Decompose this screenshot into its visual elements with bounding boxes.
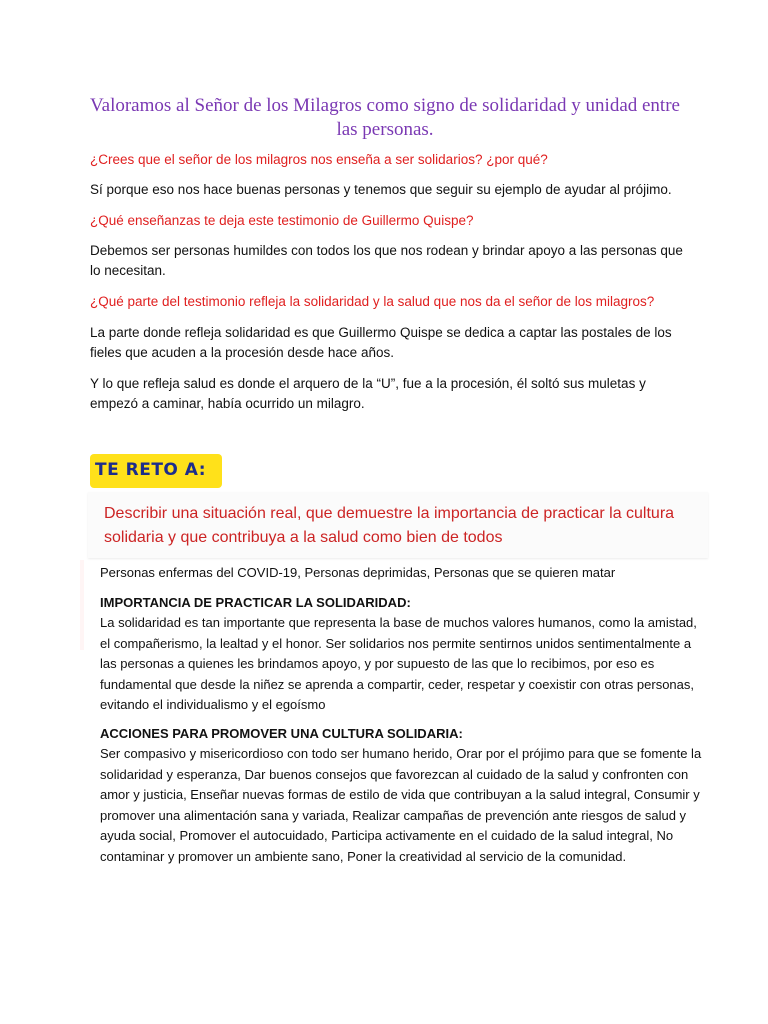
answer-2: Debemos ser personas humildes con todos los que nos rodean y brindar apoyo a las personas que lo necesitan. bbox=[90, 243, 683, 278]
importance-heading: IMPORTANCIA DE PRACTICAR LA SOLIDARIDAD: bbox=[100, 595, 411, 610]
question-2: ¿Qué enseñanzas te deja este testimonio de Guillermo Quispe? bbox=[90, 213, 474, 228]
challenge-text: Describir una situación real, que demuestre la importancia de practicar la cultura solidaria y que contribuya a la salud como bien de todos bbox=[104, 505, 675, 546]
page-title: Valoramos al Señor de los Milagros como signo de solidaridad y unidad entre las personas. bbox=[90, 95, 680, 140]
question-1: ¿Crees que el señor de los milagros nos enseña a ser solidarios? ¿por qué? bbox=[90, 152, 548, 167]
importance-body: La solidaridad es tan importante que representa la base de muchos valores humanos, como la amistad, el compañerismo, la lealtad y el honor. Ser solidarios nos permite sentirnos unidos sentimentalmente a las personas a quienes les brindamos apoyo, y por supuesto de las que lo recibimos, por eso es fundamental que desde la niñez se aprenda a compartir, ceder, respetar y coexistir con otras personas, evitando el individualismo y el egoísmo bbox=[100, 615, 697, 712]
answer-3-solidarity: La parte donde refleja solidaridad es que Guillermo Quispe se dedica a captar las postales de los fieles que acuden a la procesión desde hace años. bbox=[90, 325, 672, 360]
actions-heading: ACCIONES PARA PROMOVER UNA CULTURA SOLIDARIA: bbox=[100, 726, 463, 741]
answer-3-health: Y lo que refleja salud es donde el arquero de la “U”, fue a la procesión, él soltó sus muletas y empezó a caminar, había ocurrido un milagro. bbox=[90, 376, 646, 411]
margin-accent bbox=[80, 560, 84, 650]
challenge-label: TE RETO A: bbox=[95, 460, 207, 480]
question-3: ¿Qué parte del testimonio refleja la solidaridad y la salud que nos da el señor de los milagros? bbox=[90, 294, 655, 309]
actions-body: Ser compasivo y misericordioso con todo ser humano herido, Orar por el prójimo para que se fomente la solidaridad y esperanza, Dar buenos consejos que favorezcan al cuidado de la salud y confronten con amor y justicia, Enseñar nuevas formas de estilo de vida que contribuyan a la salud integral, Consumir y promover una alimentación sana y variada, Realizar campañas de prevención ante riesgos de salud y ayuda social, Promover el autocuidado, Participa activamente en el cuidado de la salud integral, No contaminar y promover un ambiente sano, Poner la creatividad al servicio de la comunidad. bbox=[100, 746, 702, 864]
answer-1: Sí porque eso nos hace buenas personas y tenemos que seguir su ejemplo de ayudar al prójimo. bbox=[90, 182, 672, 197]
situations-text: Personas enfermas del COVID-19, Personas deprimidas, Personas que se quieren matar bbox=[100, 565, 616, 580]
